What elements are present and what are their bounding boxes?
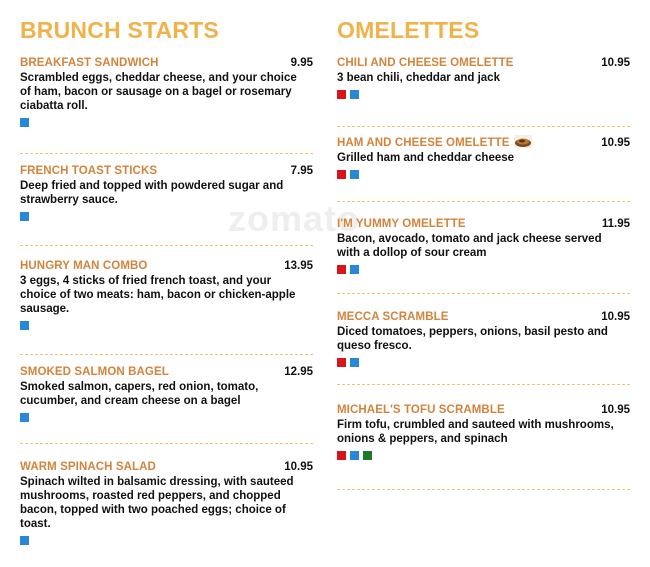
item-price: 12.95 bbox=[284, 366, 313, 378]
item-name: SMOKED SALMON BAGEL bbox=[20, 366, 169, 378]
item-name: FRENCH TOAST STICKS bbox=[20, 165, 158, 177]
dish-photo-icon[interactable] bbox=[514, 135, 532, 148]
divider bbox=[337, 201, 630, 202]
item-description: Deep fried and topped with powdered sugar and strawberry sauce. bbox=[20, 180, 284, 206]
green-tag-icon bbox=[363, 451, 372, 460]
dietary-tags bbox=[20, 118, 313, 128]
item-price: 7.95 bbox=[290, 165, 313, 177]
blue-tag-icon bbox=[350, 451, 359, 460]
item-description: Diced tomatoes, peppers, onions, basil pesto and queso fresco. bbox=[337, 326, 608, 352]
item-price: 11.95 bbox=[601, 218, 630, 230]
blue-tag-icon bbox=[350, 170, 359, 179]
item-price: 13.95 bbox=[284, 260, 313, 272]
item-description: Firm tofu, crumbled and sauteed with mushrooms, onions & peppers, and spinach bbox=[337, 419, 614, 445]
red-tag-icon bbox=[337, 265, 346, 274]
item-name: MECCA SCRAMBLE bbox=[337, 311, 449, 323]
menu-item-hungry-man-combo[interactable] bbox=[20, 260, 313, 331]
divider bbox=[20, 443, 313, 444]
red-tag-icon bbox=[337, 451, 346, 460]
menu-item-chili-and-cheese-omelette[interactable] bbox=[337, 57, 630, 100]
dietary-tags bbox=[337, 358, 630, 368]
item-price: 10.95 bbox=[601, 137, 630, 149]
red-tag-icon bbox=[337, 170, 346, 179]
item-description: 3 bean chili, cheddar and jack bbox=[337, 72, 500, 84]
divider bbox=[20, 245, 313, 246]
menu-item-french-toast-sticks[interactable] bbox=[20, 165, 313, 222]
item-description: Spinach wilted in balsamic dressing, with sauteed mushrooms, roasted red peppers, and chopped bacon, topped with two poached eggs; choice of toast. bbox=[20, 476, 294, 530]
menu-item-ham-and-cheese-omelette[interactable] bbox=[337, 137, 630, 180]
item-price: 10.95 bbox=[284, 461, 313, 473]
dietary-tags bbox=[20, 212, 313, 222]
menu-item-warm-spinach-salad[interactable] bbox=[20, 461, 313, 546]
item-description: Scrambled eggs, cheddar cheese, and your choice of ham, bacon or sausage on a bagel or rosemary ciabatta roll. bbox=[20, 72, 297, 112]
item-name: HUNGRY MAN COMBO bbox=[20, 260, 148, 272]
item-name: WARM SPINACH SALAD bbox=[20, 461, 156, 473]
item-description: Bacon, avocado, tomato and jack cheese served with a dollop of sour cream bbox=[337, 233, 602, 259]
item-price: 9.95 bbox=[290, 57, 313, 69]
blue-tag-icon bbox=[350, 90, 359, 99]
menu-item-michaels-tofu-scramble[interactable] bbox=[337, 404, 630, 461]
divider bbox=[337, 489, 630, 490]
item-name: I'M YUMMY OMELETTE bbox=[337, 218, 466, 230]
divider bbox=[20, 354, 313, 355]
watermark: zomato bbox=[228, 198, 360, 239]
blue-tag-icon bbox=[350, 265, 359, 274]
divider bbox=[20, 153, 313, 154]
menu-item-breakfast-sandwich[interactable] bbox=[20, 57, 313, 128]
blue-tag-icon bbox=[20, 413, 29, 422]
red-tag-icon bbox=[337, 90, 346, 99]
item-name: MICHAEL'S TOFU SCRAMBLE bbox=[337, 404, 505, 416]
item-price: 10.95 bbox=[601, 57, 630, 69]
item-description: Grilled ham and cheddar cheese bbox=[337, 152, 515, 164]
item-price: 10.95 bbox=[601, 404, 630, 416]
divider bbox=[337, 126, 630, 127]
dietary-tags bbox=[20, 536, 313, 546]
dietary-tags bbox=[337, 90, 630, 100]
dietary-tags bbox=[337, 170, 630, 180]
blue-tag-icon bbox=[20, 321, 29, 330]
menu-item-mecca-scramble[interactable] bbox=[337, 311, 630, 368]
dietary-tags bbox=[337, 265, 630, 275]
item-description: 3 eggs, 4 sticks of fried french toast, and your choice of two meats: ham, bacon or chicken-apple sausage. bbox=[20, 275, 296, 315]
section-title-brunch-starts: BRUNCH STARTS bbox=[20, 17, 219, 43]
blue-tag-icon bbox=[20, 536, 29, 545]
red-tag-icon bbox=[337, 358, 346, 367]
blue-tag-icon bbox=[20, 118, 29, 127]
section-title-omelettes: OMELETTES bbox=[337, 17, 480, 43]
item-name: BREAKFAST SANDWICH bbox=[20, 57, 159, 69]
blue-tag-icon bbox=[350, 358, 359, 367]
item-name: CHILI AND CHEESE OMELETTE bbox=[337, 57, 514, 69]
item-description: Smoked salmon, capers, red onion, tomato, cucumber, and cream cheese on a bagel bbox=[20, 381, 259, 407]
dietary-tags bbox=[20, 321, 313, 331]
item-name: HAM AND CHEESE OMELETTE bbox=[337, 137, 510, 149]
divider bbox=[337, 384, 630, 385]
blue-tag-icon bbox=[20, 212, 29, 221]
menu-item-smoked-salmon-bagel[interactable] bbox=[20, 366, 313, 423]
dietary-tags bbox=[337, 451, 630, 461]
dietary-tags bbox=[20, 413, 313, 423]
item-price: 10.95 bbox=[601, 311, 630, 323]
divider bbox=[337, 293, 630, 294]
menu-item-im-yummy-omelette[interactable] bbox=[337, 218, 630, 275]
